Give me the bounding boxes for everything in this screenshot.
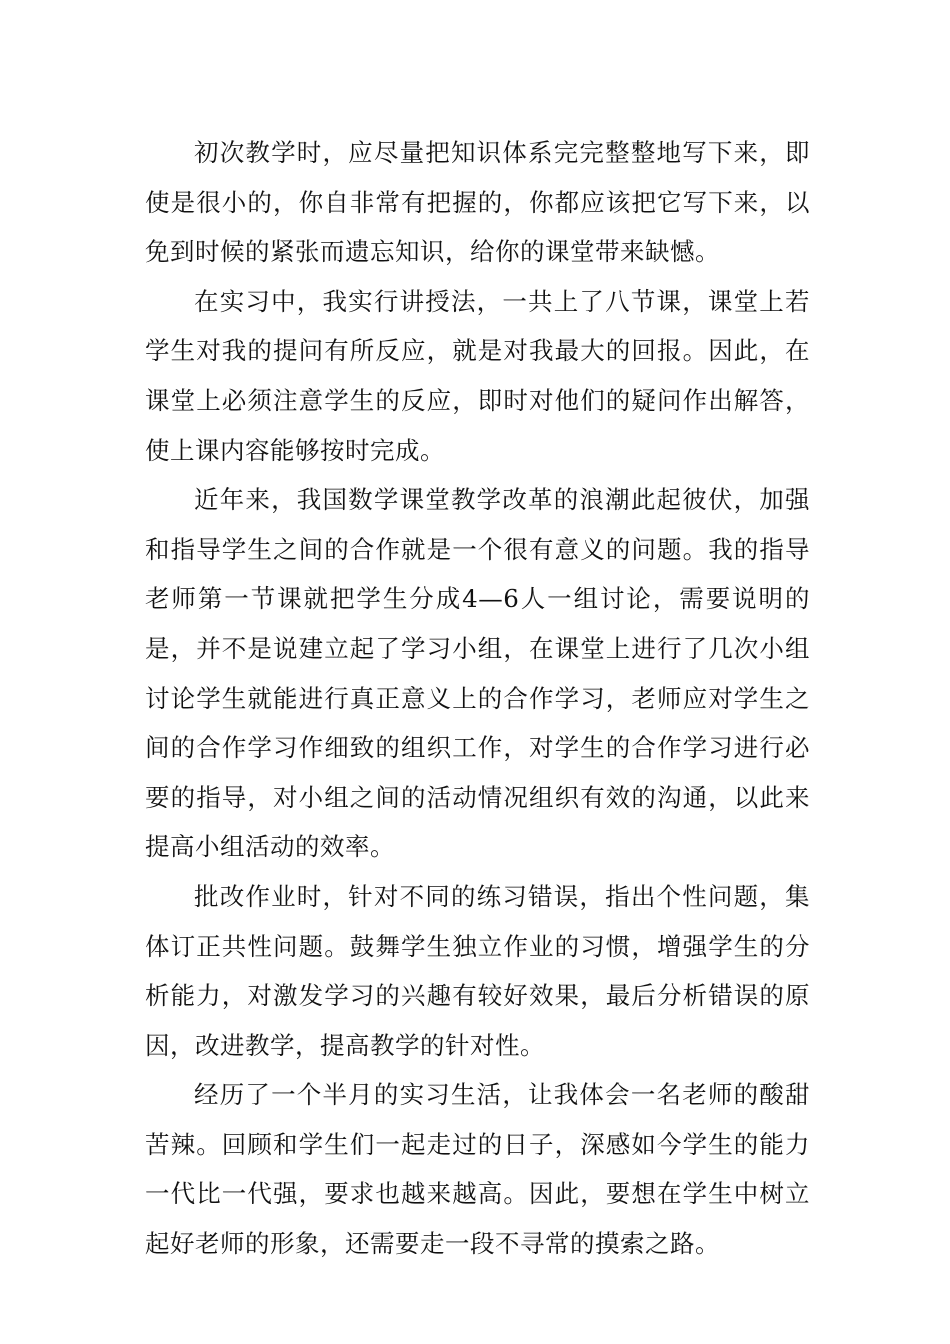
document-body [145, 128, 810, 1269]
paragraph-3: 近年来，我国数学课堂教学改革的浪潮此起彼伏，加强和指导学生之间的合作就是一个很有意义的问题。我的指导老师第一节课就把学生分成4—6人一组讨论，需要说明的是，并不是说建立起了学习小组，在课堂上进行了几次小组讨论学生就能进行真正意义上的合作学习，老师应对学生之间的合作学习作细致的组织工作，对学生的合作学习进行必要的指导，对小组之间的活动情况组织有效的沟通，以此来提高小组活动的效率。 [145, 485, 810, 862]
paragraph-2: 在实习中，我实行讲授法，一共上了八节课，课堂上若学生对我的提问有所反应，就是对我最大的回报。因此，在课堂上必须注意学生的反应，即时对他们的疑问作出解答，使上课内容能够按时完成。 [145, 286, 810, 465]
paragraph-1: 初次教学时，应尽量把知识体系完完整整地写下来，即使是很小的，你自非常有把握的，你都应该把它写下来，以免到时候的紧张而遗忘知识，给你的课堂带来缺憾。 [145, 138, 810, 267]
paragraph-4: 批改作业时，针对不同的练习错误，指出个性问题，集体订正共性问题。鼓舞学生独立作业的习惯，增强学生的分析能力，对激发学习的兴趣有较好效果，最后分析错误的原因，改进教学，提高教学的针对性。 [145, 881, 810, 1060]
paragraph-5: 经历了一个半月的实习生活，让我体会一名老师的酸甜苦辣。回顾和学生们一起走过的日子，深感如今学生的能力一代比一代强，要求也越来越高。因此，要想在学生中树立起好老师的形象，还需要走一段不寻常的摸索之路。 [145, 1080, 810, 1259]
